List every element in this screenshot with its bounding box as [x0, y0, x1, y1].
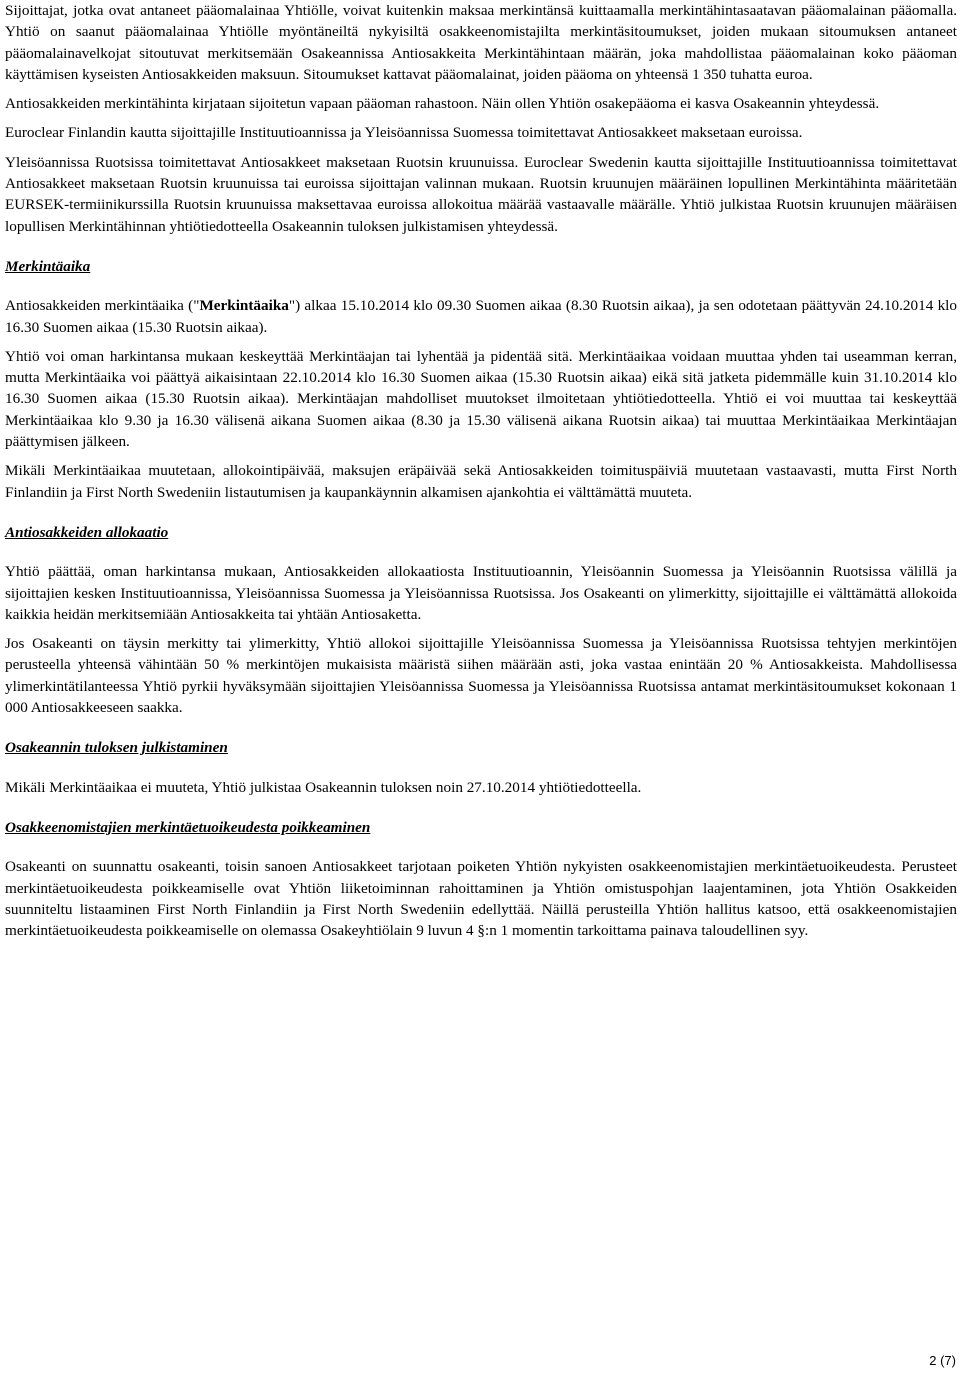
paragraph-intro-4: Yleisöannissa Ruotsissa toimitettavat Antiosakkeet maksetaan Ruotsin kruunuissa. Euroclear Swedenin kautta sijoittajille Instituutioannissa toimitettavat Antiosakkeet maksetaan Ruotsin kruunuissa tai euroissa sijoittajan valinnan mukaan. Ruotsin kruunujen määräinen lopullinen Merkintähinta määritetään EURSEK-termiinikurssilla Ruotsin kruunuissa maksettavaa euroissa allokoitua määrää vastaavalle määrälle. Yhtiö julkistaa Ruotsin kruunujen määräisen lopullisen Merkintähinnan yhtiötiedotteella Osakeannin tuloksen julkistamisen yhteydessä.	[5, 153, 957, 235]
paragraph-merkintaaika-3: Mikäli Merkintäaikaa muutetaan, allokointipäivää, maksujen eräpäivää sekä Antiosakkeiden toimituspäiviä muutetaan vastaavasti, mutta First North Finlandiin ja First North Swedeniin listautumisen ja kaupankäynnin alkamisen ajankohtia ei välttämättä muuteta.	[5, 462, 957, 501]
paragraph-merkintaaika-1	[5, 295, 957, 338]
paragraph-tulos-1: Mikäli Merkintäaikaa ei muuteta, Yhtiö julkistaa Osakeannin tuloksen noin 27.10.2014 yhtiötiedotteella.	[5, 778, 642, 796]
document-page	[5, 0, 957, 949]
defined-term: Merkintäaika	[199, 297, 289, 315]
page-number: 2 (7)	[929, 1353, 956, 1368]
section-heading-poikkeaminen: Osakkeenomistajien merkintäetuoikeudesta poikkeaminen	[5, 818, 371, 836]
paragraph-allokaatio-2: Jos Osakeanti on täysin merkitty tai ylimerkitty, Yhtiö allokoi sijoittajille Yleisöannissa Suomessa ja Yleisöannissa Ruotsissa tehtyjen merkintöjen perusteella yhteensä vähintään 50 % merkintöjen mukaisista määristä siihen määrään asti, joka vastaa enintään 20 % Antiosakkeista. Mahdollisessa ylimerkintätilanteessa Yhtiö pyrkii hyväksymään sijoittajien Yleisöannissa Suomessa ja Yleisöannissa Ruotsissa antamat merkintäsitoumukset kokonaan 1 000 Antiosakkeeseen saakka.	[5, 635, 957, 717]
section-heading-allokaatio: Antiosakkeiden allokaatio	[5, 523, 169, 541]
paragraph-text: Antiosakkeiden merkintäaika ("	[5, 297, 200, 315]
paragraph-allokaatio-1: Yhtiö päättää, oman harkintansa mukaan, Antiosakkeiden allokaatiosta Instituutioannin, Yleisöannin Suomessa ja Yleisöannin Ruotsissa välillä ja sijoittajien kesken Instituutioannissa, Yleisöannissa Suomessa ja Yleisöannissa Ruotsissa. Jos Osakeanti on ylimerkitty, sijoittajille ei välttämättä allokoida kaikkia heidän merkitsemiään Antiosakkeita tai yhtään Antiosaketta.	[5, 563, 957, 623]
paragraph-intro-1: Sijoittajat, jotka ovat antaneet pääomalainaa Yhtiölle, voivat kuitenkin maksaa merkintänsä kuittaamalla merkintähintasaatavan pääomalainan pääomalla. Yhtiö on saanut pääomalainaa Yhtiölle myöntäneiltä nykyisiltä osakkeenomistajilta merkintäsitoumukset, joiden mukaan sitoumuksen antaneet pääomalainavelkojat sitoutuvat merkitsemään Osakeannissa Antiosakkeita Merkintähintaan määrän, joka mahdollistaa pääomalainan koko pääoman käyttämisen kyseisten Antiosakkeiden maksuun. Sitoumukset kattavat pääomalainat, joiden pääoma on yhteensä 1 350 tuhatta euroa.	[5, 2, 957, 83]
paragraph-text: ") alkaa 15.10.2014 klo 09.30 Suomen aikaa (8.30 Ruotsin aikaa), ja sen odotetaan päättyvän 24.10.2014 klo 16.30 Suomen aikaa (15.30 Ruotsin aikaa).	[5, 297, 958, 336]
paragraph-merkintaaika-2: Yhtiö voi oman harkintansa mukaan keskeyttää Merkintäajan tai lyhentää ja pidentää sitä. Merkintäaikaa voidaan muuttaa yhden tai useamman kerran, mutta Merkintäaika voi päättyä aikaisintaan 22.10.2014 klo 16.30 Suomen aikaa (15.30 Ruotsin aikaa) eikä sitä jatketa pidemmälle kuin 31.10.2014 klo 16.30 Suomen aikaa (15.30 Ruotsin aikaa). Merkintäajan mahdolliset muutokset ilmoitetaan yhtiötiedotteella. Yhtiö ei voi muuttaa tai keskeyttää Merkintäaikaa klo 9.30 ja 16.30 välisenä aikana Suomen aikaa (8.30 ja 15.30 välisenä aikana Ruotsin aikaa) tai muuttaa Merkintäaikaa Merkintäajan päättymisen jälkeen.	[5, 347, 957, 451]
section-heading-tulos: Osakeannin tuloksen julkistaminen	[5, 739, 228, 757]
section-heading-merkintaaika: Merkintäaika	[5, 257, 91, 275]
paragraph-poikkeaminen-1: Osakeanti on suunnattu osakeanti, toisin sanoen Antiosakkeet tarjotaan poiketen Yhtiön nykyisten osakkeenomistajien merkintäetuoikeudesta. Perusteet merkintäetuoikeudesta poikkeamiselle ovat Yhtiön liiketoiminnan rahoittaminen ja Yhtiön omistuspohjan laajentaminen, jota Yhtiön Osakkeiden suunniteltu listaaminen First North Finlandiin ja First North Swedeniin edellyttää. Näillä perusteilla Yhtiön hallitus katsoo, että osakkeenomistajien merkintäetuoikeudesta poikkeamiselle on olemassa Osakeyhtiölain 9 luvun 4 §:n 1 momentin tarkoittama painava taloudellinen syy.	[5, 858, 957, 940]
paragraph-intro-3: Euroclear Finlandin kautta sijoittajille Instituutioannissa ja Yleisöannissa Suomessa toimitettavat Antiosakkeet maksetaan euroissa.	[5, 124, 803, 142]
paragraph-intro-2: Antiosakkeiden merkintähinta kirjataan sijoitetun vapaan pääoman rahastoon. Näin ollen Yhtiön osakepääoma ei kasva Osakeannin yhteydessä.	[5, 95, 880, 113]
